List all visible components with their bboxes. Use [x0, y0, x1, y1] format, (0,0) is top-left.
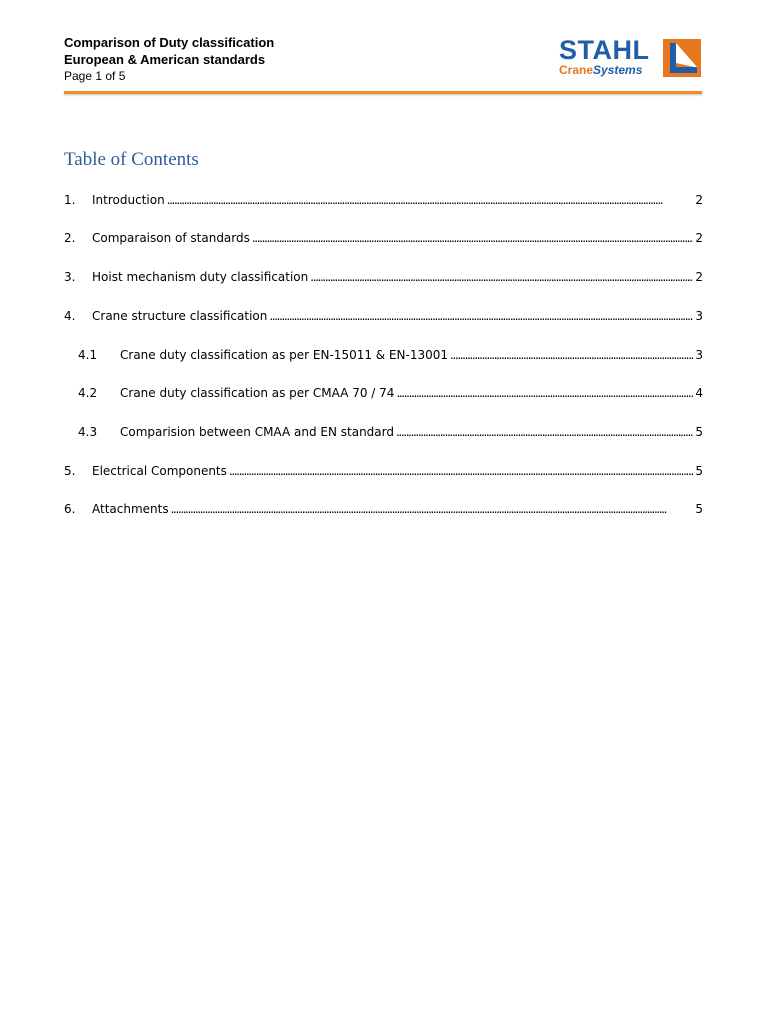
toc-entry-introduction[interactable]: [64, 193, 703, 211]
toc-entry-page: 3: [695, 348, 703, 362]
toc-entry-text: Comparaison of standards: [92, 231, 250, 245]
toc-dot-leader: [396, 386, 693, 400]
toc-entry-crane-structure[interactable]: [64, 309, 703, 327]
logo-subtitle: [559, 63, 642, 77]
toc-dot-leader: [229, 464, 693, 478]
toc-entry-text: Crane structure classification: [92, 309, 268, 323]
toc-entry-page: 5: [695, 502, 703, 516]
page-number: Page 1 of 5: [64, 69, 126, 83]
toc-heading: Table of Contents: [64, 149, 199, 170]
toc-entry-text: Hoist mechanism duty classification: [92, 270, 309, 284]
toc-entry-en-15011[interactable]: [78, 348, 703, 366]
toc-entry-number: 6.: [64, 502, 76, 516]
toc-entry-cmaa-vs-en[interactable]: [78, 425, 703, 443]
toc-entry-page: 2: [695, 193, 703, 207]
toc-dot-leader: [269, 309, 693, 323]
toc-entry-text: Crane duty classification as per CMAA 70 / 74: [120, 386, 395, 400]
toc-entry-number: 3.: [64, 270, 76, 284]
header-divider: [64, 91, 702, 94]
toc-entry-text: Comparision between CMAA and EN standard: [120, 425, 394, 439]
toc-entry-text: Introduction: [92, 193, 165, 207]
logo-crane-text: Crane: [559, 63, 594, 77]
toc-entry-text: Attachments: [92, 502, 169, 516]
toc-entry-number: 2.: [64, 231, 76, 245]
toc-entry-page: 3: [695, 309, 703, 323]
toc-entry-number: 1.: [64, 193, 76, 207]
document-title-line1: Comparison of Duty classification: [64, 35, 275, 50]
stahl-logo: [559, 37, 701, 77]
logo-systems-text: Systems: [593, 63, 643, 77]
toc-entry-hoist-mechanism[interactable]: [64, 270, 703, 288]
logo-brand-text: STAHL: [559, 35, 650, 65]
toc-entry-attachments[interactable]: [64, 502, 703, 520]
toc-entry-page: 2: [695, 270, 703, 284]
toc-entry-page: 2: [695, 231, 703, 245]
toc-dot-leader: [167, 193, 694, 207]
toc-entry-number: 5.: [64, 464, 76, 478]
toc-dot-leader: [310, 270, 693, 284]
toc-entry-text: Crane duty classification as per EN-15011 & EN-13001: [120, 348, 449, 362]
document-title-line2: European & American standards: [64, 52, 266, 67]
toc-dot-leader: [396, 425, 693, 439]
toc-entry-number: 4.: [64, 309, 76, 323]
toc-entry-page: 4: [695, 386, 703, 400]
page-header: [64, 34, 704, 96]
toc-dot-leader: [450, 348, 693, 362]
toc-entry-number: 4.3: [78, 425, 98, 439]
toc-entry-text: Electrical Components: [92, 464, 227, 478]
logo-mark-icon: [663, 39, 701, 77]
toc-entry-comparaison-of-standards[interactable]: [64, 231, 703, 249]
toc-entry-cmaa-70-74[interactable]: [78, 386, 703, 404]
toc-entry-page: 5: [695, 425, 703, 439]
toc-entry-electrical-components[interactable]: [64, 464, 703, 482]
toc-dot-leader: [252, 231, 693, 245]
toc-entry-page: 5: [695, 464, 703, 478]
toc-entry-number: 4.1: [78, 348, 98, 362]
toc-dot-leader: [171, 502, 694, 516]
toc-entry-number: 4.2: [78, 386, 98, 400]
